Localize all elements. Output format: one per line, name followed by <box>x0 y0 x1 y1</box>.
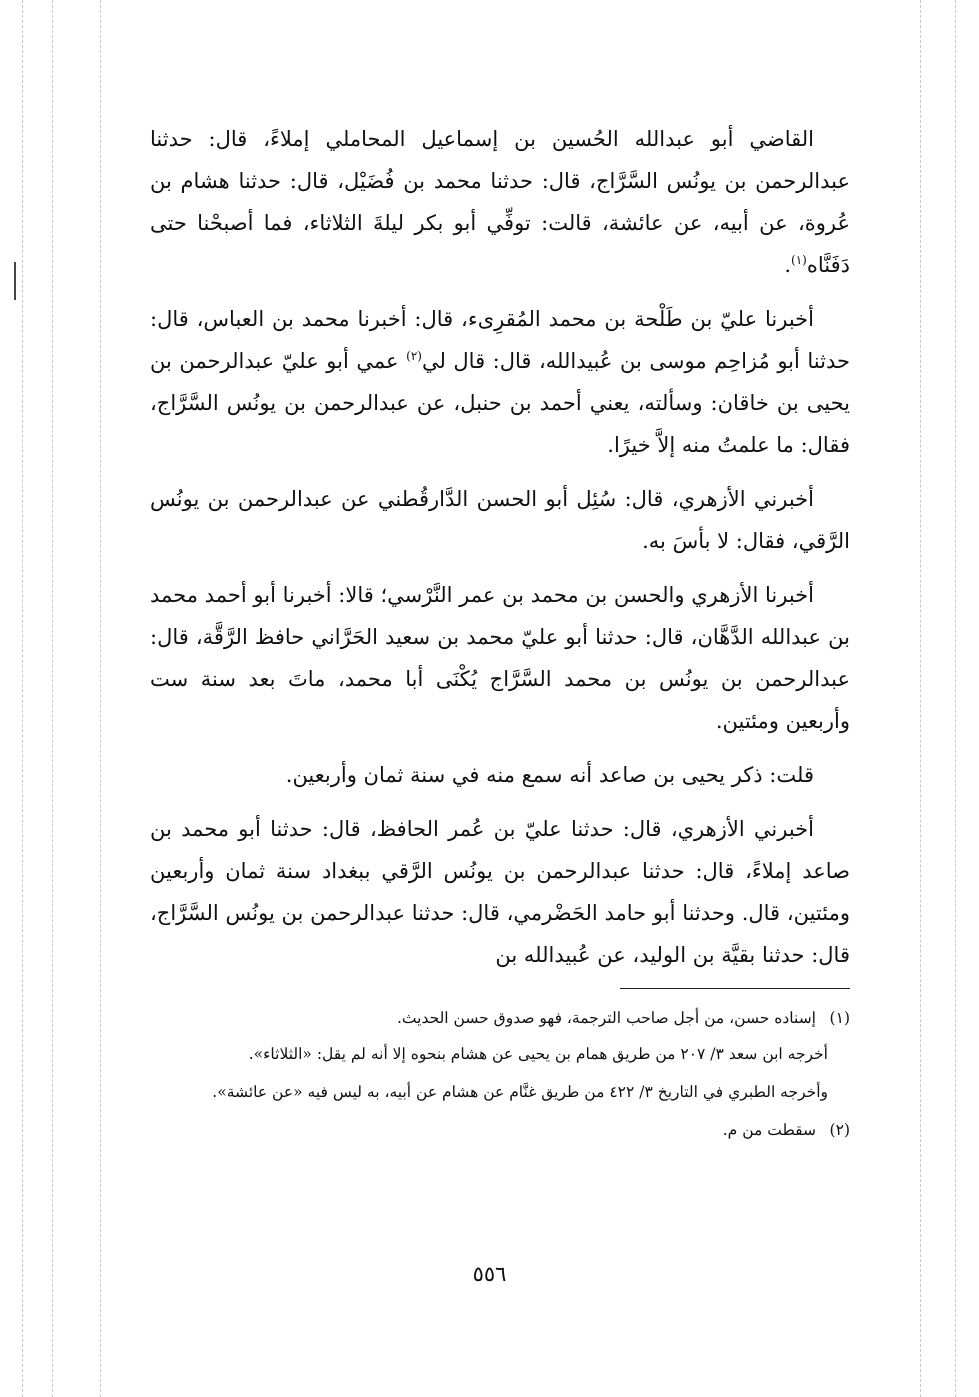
paragraph-1 <box>150 118 850 286</box>
footnote-1-continuation: وأخرجه الطبري في التاريخ ٣/ ٤٢٢ من طريق غنَّام عن هشام عن أبيه، به ليس فيه «عن عائشة». <box>212 1083 828 1101</box>
scan-guide-line <box>22 0 23 1397</box>
footnote-text: إسناده حسن، من أجل صاحب الترجمة، فهو صدوق حسن الحديث. <box>396 1009 816 1027</box>
paragraph-5: قلت: ذكر يحيى بن صاعد أنه سمع منه في سنة ثمان وأربعين. <box>285 763 814 787</box>
footnote-ref: (٢) <box>406 349 422 363</box>
footnote-text: سقطت من م. <box>722 1121 816 1139</box>
paragraph-text: القاضي أبو عبدالله الحُسين بن إسماعيل المحاملي إملاءً، قال: حدثنا عبدالرحمن بن يونُس السَّرَّاج، قال: حدثنا محمد بن فُضَيْل، قال: حدثنا هشام بن عُروة، عن أبيه، عن عائشة، قالت: توفِّي أبو بكر ليلةَ الثلاثاء، فما أصبحْنا حتى دَفَنَّاه <box>150 127 850 277</box>
paragraph-4: أخبرنا الأزهري والحسن بن محمد بن عمر النَّرْسي؛ قالا: أخبرنا أبو أحمد محمد بن عبدالله الدَّهَّان، قال: حدثنا أبو عليّ محمد بن سعيد الحَرَّاني حافظ الرَّقَّة، قال: عبدالرحمن بن يونُس بن محمد السَّرَّاج يُكْنَى أبا محمد، ماتَ بعد سنة ست وأربعين ومئتين. <box>150 583 850 733</box>
scan-guide-line <box>955 0 956 1397</box>
page-body <box>150 118 850 1151</box>
margin-mark <box>14 262 16 300</box>
footnote-divider <box>620 988 850 989</box>
footnote-number: (٢) <box>829 1121 850 1139</box>
paragraph-text: أخبرنا عليّ بن طَلْحة بن محمد المُقرِىء، قال: أخبرنا محمد بن العباس، قال: حدثنا أبو مُزاحِم موسى بن عُبيدالله، قال: قال لي <box>150 307 850 373</box>
footnote-1-continuation: أخرجه ابن سعد ٣/ ٢٠٧ من طريق همام بن يحيى عن هشام بنحوه إلا أنه لم يقل: «الثلاثاء». <box>248 1045 828 1063</box>
footnote-1 <box>150 1003 850 1033</box>
paragraph-text: عمي أبو عليّ عبدالرحمن بن يحيى بن خاقان: وسألته، يعني أحمد بن حنبل، عن عبدالرحمن بن يونُس السَّرَّاج، فقال: ما علمتُ منه إلاَّ خيرًا. <box>150 349 850 457</box>
paragraph-6: أخبرني الأزهري، قال: حدثنا عليّ بن عُمر الحافظ، قال: حدثنا أبو محمد بن صاعد إملاءً، قال: حدثنا عبدالرحمن بن يونُس الرَّقي ببغداد سنة ثمان وأربعين ومئتين، قال. وحدثنا أبو حامد الحَضْرمي، قال: حدثنا عبدالرحمن بن يونُس السَّرَّاج، قال: حدثنا بقيَّة بن الوليد، عن عُبيدالله بن <box>150 817 850 967</box>
scan-guide-line <box>100 0 101 1397</box>
paragraph-3: أخبرني الأزهري، قال: سُئِل أبو الحسن الدَّارقُطني عن عبدالرحمن بن يونُس الرَّقي، فقال: لا بأسَ به. <box>150 487 850 553</box>
page-number: ٥٥٦ <box>472 1262 507 1286</box>
punctuation: . <box>784 253 792 277</box>
paragraph-2 <box>150 298 850 466</box>
scan-guide-line <box>52 0 53 1397</box>
footnote-2 <box>150 1115 850 1145</box>
scan-guide-line <box>920 0 921 1397</box>
footnote-number: (١) <box>829 1009 850 1027</box>
footnote-ref: (١) <box>791 253 807 267</box>
